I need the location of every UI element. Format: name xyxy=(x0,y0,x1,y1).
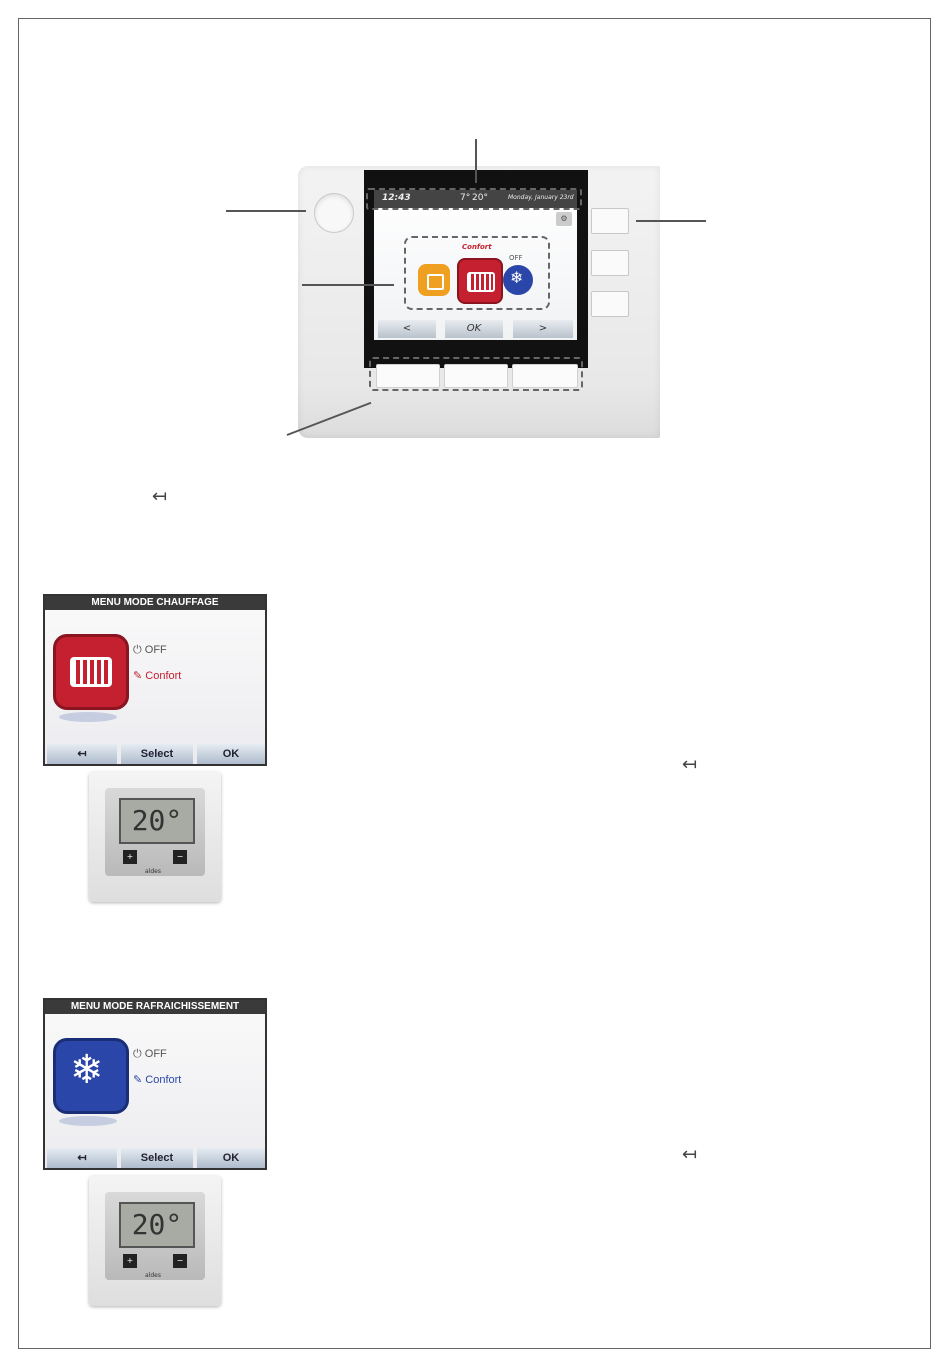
indoor-temp: 20° xyxy=(472,193,488,203)
date: Monday, January 23rd xyxy=(508,194,574,201)
arrow-knob xyxy=(226,210,306,212)
wall-thermostat xyxy=(89,772,221,902)
wall-display: 20° xyxy=(119,1202,195,1248)
icon-shadow xyxy=(59,1116,117,1126)
wall-thermostat xyxy=(89,1176,221,1306)
nav-ok-button[interactable]: OK xyxy=(445,320,503,338)
side-button-3[interactable] xyxy=(591,291,629,317)
status-bar-zone xyxy=(366,188,582,210)
ok-button[interactable]: OK xyxy=(197,744,265,764)
back-button[interactable]: ↤ xyxy=(47,1148,117,1168)
back-button[interactable]: ↤ xyxy=(47,744,117,764)
brand-logo: aldes xyxy=(145,1272,161,1279)
return-arrow-icon: ↤ xyxy=(152,486,168,507)
icon-shadow xyxy=(59,712,117,722)
bottom-buttons-zone xyxy=(369,357,583,391)
edit-icon: ✎ xyxy=(133,1074,146,1086)
power-icon: ⏻ xyxy=(133,1048,145,1060)
outdoor-temp: 7° xyxy=(460,193,471,203)
settings-icon[interactable]: ⚙ xyxy=(556,212,572,226)
return-arrow-icon: ↤ xyxy=(682,754,698,775)
power-knob[interactable] xyxy=(314,193,354,233)
side-button-2[interactable] xyxy=(591,250,629,276)
option-off[interactable]: ⏻ OFF xyxy=(133,644,167,656)
minus-button[interactable]: − xyxy=(173,850,187,864)
arrow-top xyxy=(475,139,477,183)
clock: 12:43 xyxy=(382,193,411,203)
nav-left-button[interactable]: < xyxy=(378,320,436,338)
power-icon: ⏻ xyxy=(133,644,145,656)
arrow-mode-zone xyxy=(302,284,394,286)
menu-cooling-title: MENU MODE RAFRAICHISSEMENT xyxy=(45,1000,265,1014)
arrow-side-buttons xyxy=(636,220,706,222)
ok-button[interactable]: OK xyxy=(197,1148,265,1168)
wall-display: 20° xyxy=(119,798,195,844)
menu-heating-screen xyxy=(43,594,267,766)
return-arrow-icon: ↤ xyxy=(682,1144,698,1165)
menu-cooling-screen xyxy=(43,998,267,1170)
menu-heating-title: MENU MODE CHAUFFAGE xyxy=(45,596,265,610)
edit-icon: ✎ xyxy=(133,670,146,682)
plus-button[interactable]: + xyxy=(123,850,137,864)
plus-button[interactable]: + xyxy=(123,1254,137,1268)
side-button-1[interactable] xyxy=(591,208,629,234)
minus-button[interactable]: − xyxy=(173,1254,187,1268)
select-button[interactable]: Select xyxy=(121,744,193,764)
brand-logo: aldes xyxy=(145,868,161,875)
cooling-mode-icon[interactable]: ❄ xyxy=(503,265,533,295)
cooling-icon: ❄ xyxy=(53,1038,129,1114)
nav-right-button[interactable]: > xyxy=(513,320,573,338)
select-button[interactable]: Select xyxy=(121,1148,193,1168)
mode-selection-zone xyxy=(404,236,550,310)
off-label: OFF xyxy=(509,254,523,262)
mode-label: Confort xyxy=(462,243,492,251)
option-confort[interactable]: ✎ Confort xyxy=(133,670,182,682)
heating-icon xyxy=(53,634,129,710)
option-off[interactable]: ⏻ OFF xyxy=(133,1048,167,1060)
option-confort[interactable]: ✎ Confort xyxy=(133,1074,182,1086)
